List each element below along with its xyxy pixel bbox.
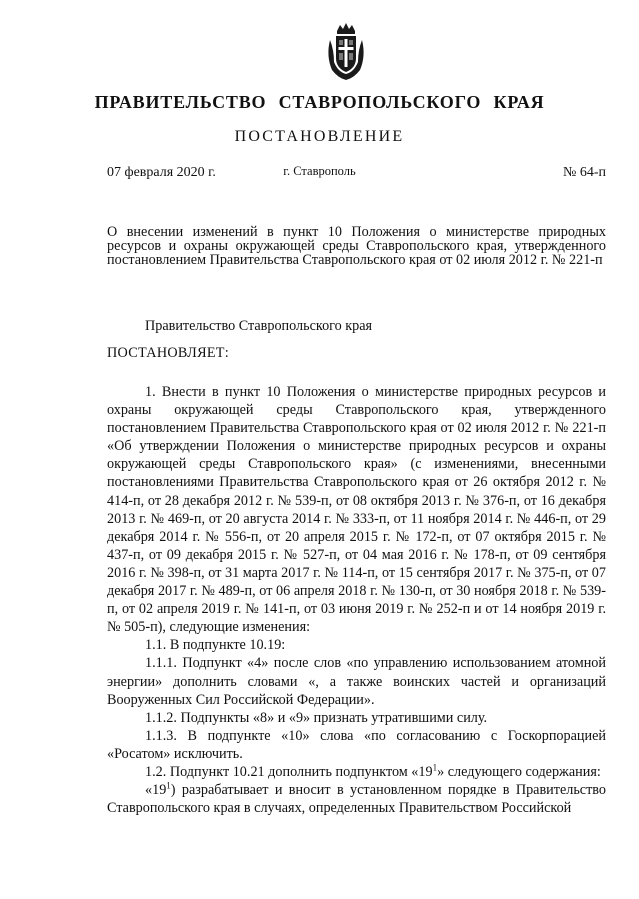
resolves-heading: ПОСТАНОВЛЯЕТ: xyxy=(107,345,230,361)
paragraph-quote-text-start: «19 xyxy=(145,782,167,799)
preamble: Правительство Ставропольского края xyxy=(145,318,373,334)
paragraph-1: 1. Внести в пункт 10 Положения о министерстве природных ресурсов и охраны окружающей среды Ставропольского края, утвержденного постановлением Правительства Ставропольского края от 02 июля 2012 г. № 221-п «Об утверждении Положения о министерстве природных ресурсов и охраны окружающей среды Ставропольского края» (с изменениями, внесенными постановлениями Правительства Ставропольского края от 26 октября 2012 г. № 414-п, от 28 декабря 2012 г. № 539-п, от 08 октября 2013 г. № 376-п, от 16 декабря 2013 г. № 469-п, от 20 августа 2014 г. № 333-п, от 11 ноября 2014 г. № 446-п, от 29 декабря 2014 г. № 556-п, от 20 апреля 2015 г. № 172-п, от 07 октября 2015 г. № 437-п, от 09 декабря 2015 г. № 527-п, от 04 мая 2016 г. № 178-п, от 09 сентября 2016 г. № 398-п, от 31 марта 2017 г. № 114-п, от 15 сентября 2017 г. № 375-п, от 07 декабря 2017 г. № 489-п, от 06 апреля 2018 г. № 130-п, от 30 ноября 2018 г. № 539-п, от 02 апреля 2019 г. № 141-п, от 03 июня 2019 г. № 252-п и от 14 ноября 2019 г. № 505-п), следующие изменения: xyxy=(107,384,606,636)
document-number: № 64-п xyxy=(562,165,606,180)
paragraph-quote-superscript: 1 xyxy=(166,780,171,791)
paragraph-1-2-text-start: 1.2. Подпункт 10.21 дополнить подпунктом «19 xyxy=(145,763,433,780)
document-body xyxy=(107,383,606,817)
paragraph-1-2-text-end: » следующего содержания: xyxy=(437,763,601,780)
document-subject: О внесении изменений в пункт 10 Положения о министерстве природных ресурсов и охраны окружающей среды Ставропольского края, утвержденного постановлением Правительства Ставропольского края от 02 июля 2012 г. № 221-п xyxy=(107,224,606,269)
paragraph-1-2-superscript: 1 xyxy=(432,762,438,773)
paragraph-1-1-3: 1.1.3. В подпункте «10» слова «по согласованию с Госкорпорацией «Росатом» исключить. xyxy=(107,727,606,762)
paragraph-quote-text-end: ) разрабатывает и вносит в установленном порядке в Правительство Ставропольского края в случаях, определенных Правительством Российской xyxy=(107,782,606,817)
paragraph-1-1: 1.1. В подпункте 10.19: xyxy=(145,637,286,654)
coat-of-arms-icon xyxy=(324,22,368,82)
government-title: ПРАВИТЕЛЬСТВО СТАВРОПОЛЬСКОГО КРАЯ xyxy=(94,92,545,112)
paragraph-1-1-1: 1.1.1. Подпункт «4» после слов «по управлению использованием атомной энергии» дополнить словами «, а также воинских частей и организаций Вооруженных Сил Российской Федерации». xyxy=(107,655,606,708)
document-type: ПОСТАНОВЛЕНИЕ xyxy=(234,128,405,145)
document-date: 07 февраля 2020 г. xyxy=(107,165,216,180)
paragraph-quote xyxy=(107,781,606,817)
paragraph-1-1-2: 1.1.2. Подпункты «8» и «9» признать утратившими силу. xyxy=(145,709,488,726)
document-city: г. Ставрополь xyxy=(283,164,356,178)
paragraph-1-2 xyxy=(107,763,606,781)
